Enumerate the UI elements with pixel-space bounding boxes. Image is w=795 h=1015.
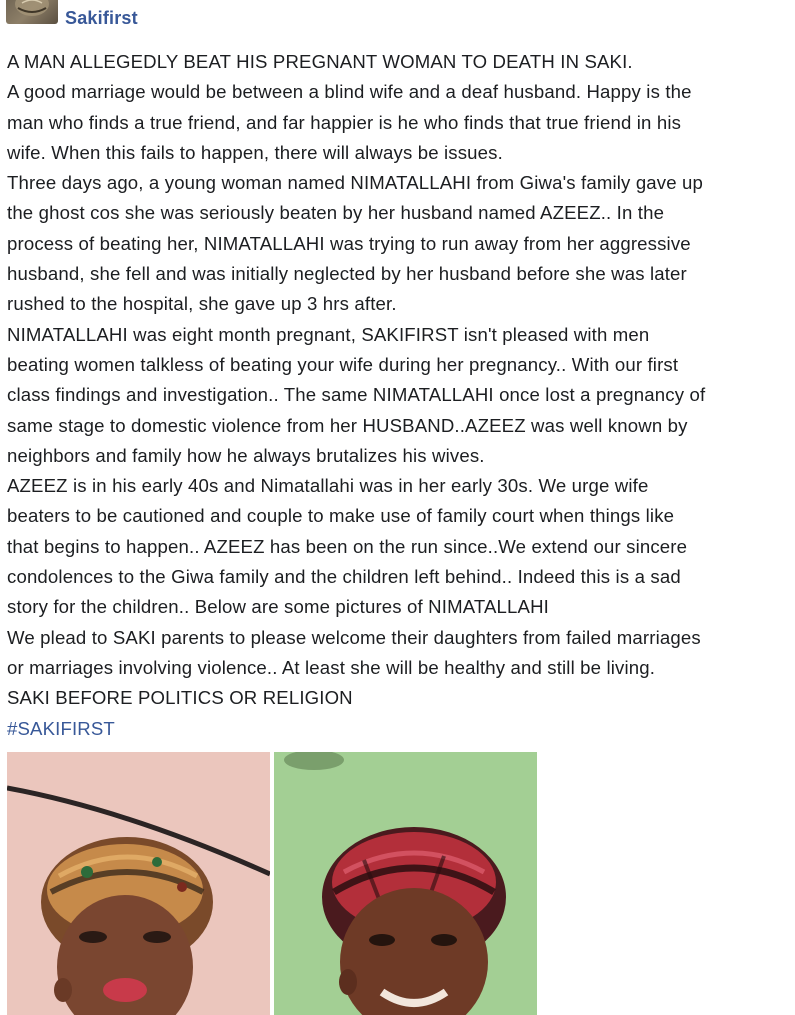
post-photo-1[interactable] xyxy=(7,752,270,1015)
page-name-link[interactable]: Sakifirst xyxy=(65,8,138,28)
post-line: the ghost cos she was seriously beaten by her husband named AZEEZ.. In the xyxy=(7,202,665,224)
post-line: story for the children.. Below are some pictures of NIMATALLAHI xyxy=(7,596,549,618)
post-line: man who finds a true friend, and far happier is he who finds that true friend in his xyxy=(7,111,682,133)
post-body xyxy=(7,47,789,744)
post-line: A MAN ALLEGEDLY BEAT HIS PREGNANT WOMAN TO DEATH IN SAKI. xyxy=(7,51,633,72)
post-line: beaters to be cautioned and couple to make use of family court when things like xyxy=(7,505,675,527)
photo-woman-red-headwrap-icon xyxy=(274,752,537,1015)
post-header xyxy=(0,0,795,34)
hashtag-link[interactable]: #SAKIFIRST xyxy=(7,717,115,739)
post-line: beating women talkless of beating your wife during her pregnancy.. With our first xyxy=(7,353,679,375)
post-line: that begins to happen.. AZEEZ has been on the run since..We extend our sincere xyxy=(7,535,688,557)
post-line: class findings and investigation.. The same NIMATALLAHI once lost a pregnancy of xyxy=(7,384,706,406)
page-avatar[interactable] xyxy=(6,0,58,24)
post-line: NIMATALLAHI was eight month pregnant, SAKIFIRST isn't pleased with men xyxy=(7,323,650,345)
post-line: AZEEZ is in his early 40s and Nimatallahi was in her early 30s. We urge wife xyxy=(7,475,649,497)
post-line: A good marriage would be between a blind wife and a deaf husband. Happy is the xyxy=(7,81,692,103)
post-line: wife. When this fails to happen, there will always be issues. xyxy=(7,141,503,163)
post-photo-2[interactable] xyxy=(274,752,537,1015)
photo-woman-orange-headwrap-icon xyxy=(7,752,270,1015)
post-line: SAKI BEFORE POLITICS OR RELIGION xyxy=(7,687,353,709)
post-line: neighbors and family how he always brutalizes his wives. xyxy=(7,444,485,466)
post-line: Three days ago, a young woman named NIMATALLAHI from Giwa's family gave up xyxy=(7,172,704,194)
post-line: process of beating her, NIMATALLAHI was trying to run away from her aggressive xyxy=(7,232,691,254)
post-line: husband, she fell and was initially neglected by her husband before she was later xyxy=(7,263,687,285)
post-line: We plead to SAKI parents to please welcome their daughters from failed marriages xyxy=(7,626,701,648)
post-line: same stage to domestic violence from her HUSBAND..AZEEZ was well known by xyxy=(7,414,688,436)
post-line: rushed to the hospital, she gave up 3 hrs after. xyxy=(7,293,397,315)
post-line: condolences to the Giwa family and the children left behind.. Indeed this is a sad xyxy=(7,566,681,588)
post-line: or marriages involving violence.. At least she will be healthy and still be living. xyxy=(7,656,656,678)
avatar-logo-icon xyxy=(6,0,58,24)
